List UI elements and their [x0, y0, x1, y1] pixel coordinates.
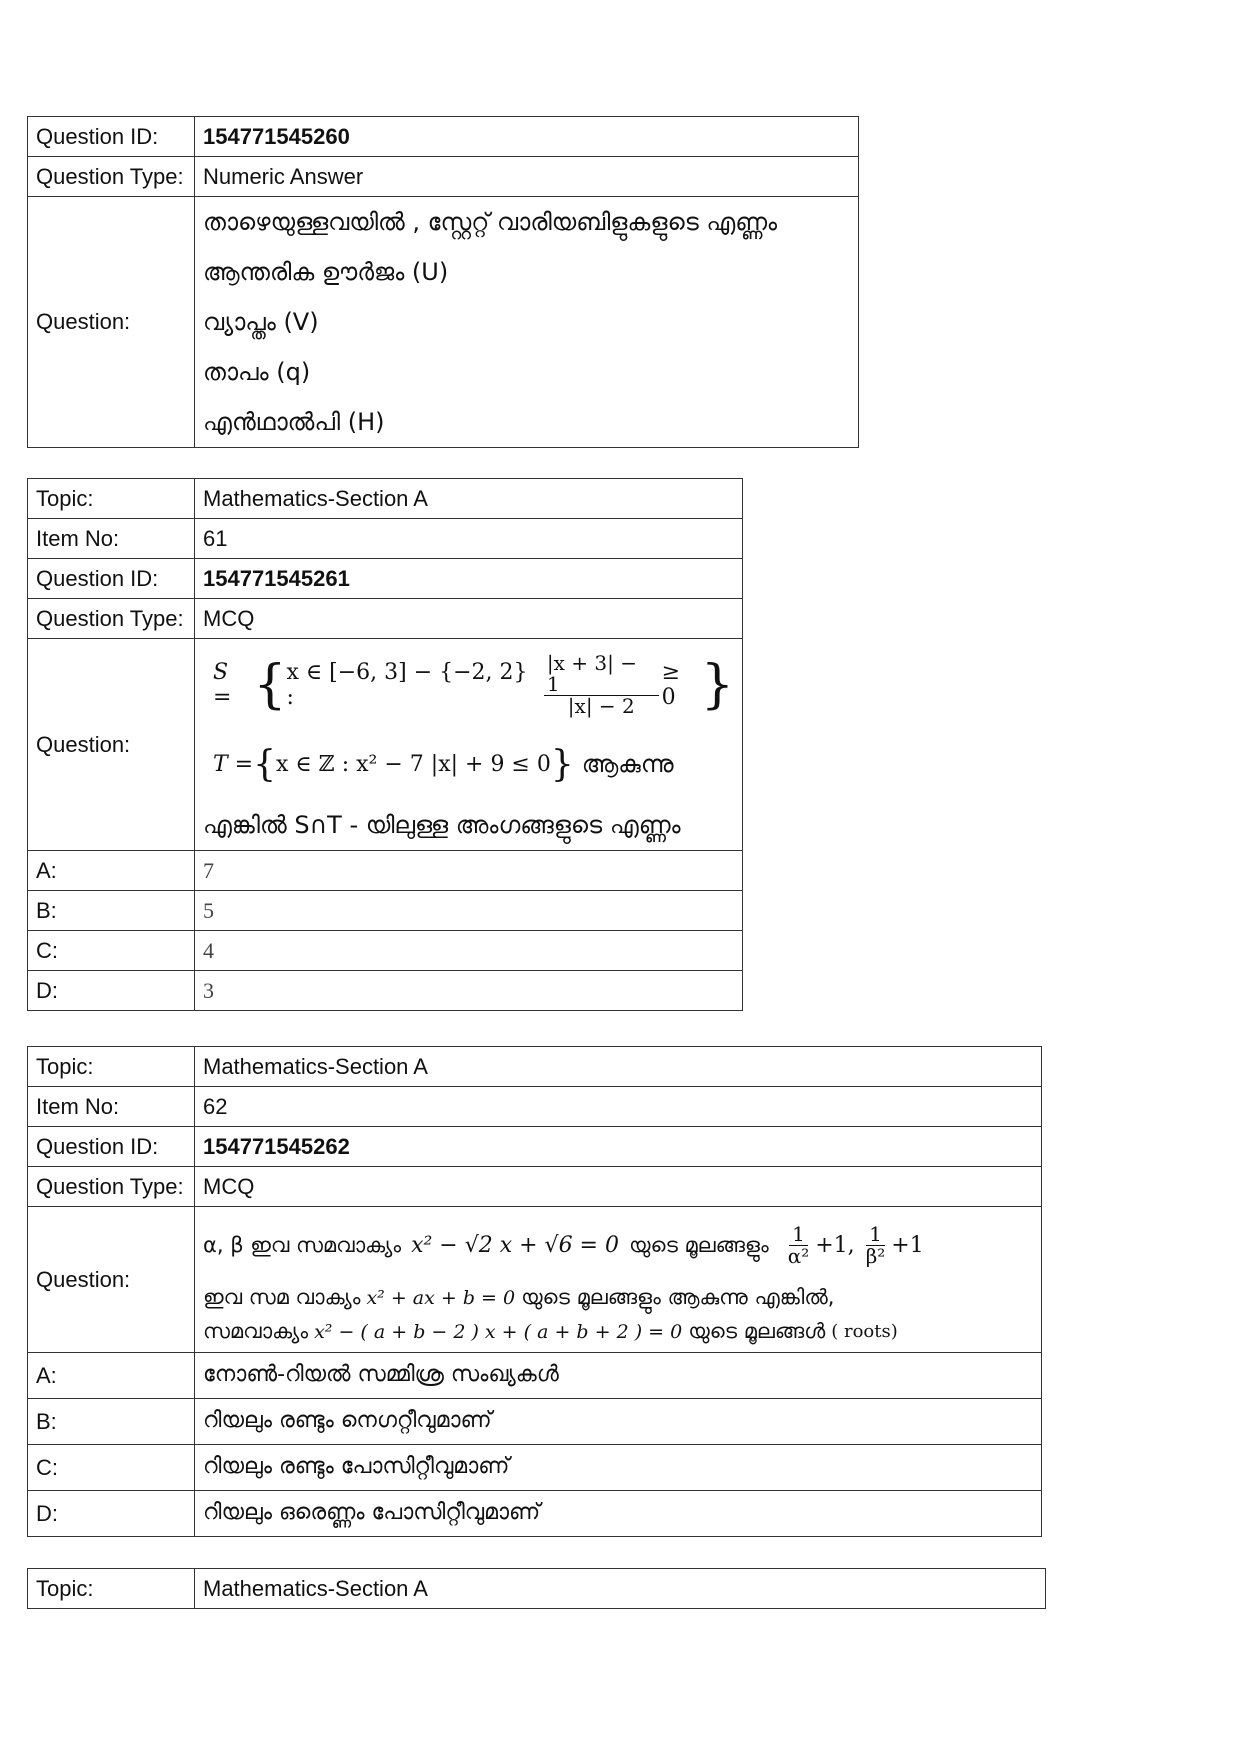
- row-question-id: [28, 1127, 1042, 1167]
- label-question: Question:: [28, 197, 195, 448]
- label-question-type: Question Type:: [28, 157, 195, 197]
- option-row-a: [28, 851, 743, 891]
- option-label: D:: [28, 1491, 195, 1537]
- question-table-154771545260: [27, 116, 859, 448]
- option-value: 5: [195, 891, 743, 931]
- label-topic: Topic:: [28, 1569, 195, 1609]
- row-topic: [28, 479, 743, 519]
- topic-value: Mathematics-Section A: [195, 1569, 1046, 1609]
- question-table-154771545261: [27, 478, 743, 1011]
- row-question-id: [28, 559, 743, 599]
- option-label: A:: [28, 851, 195, 891]
- row-question-type: [28, 1167, 1042, 1207]
- question-line: താപം (q): [203, 358, 311, 386]
- label-question-id: Question ID:: [28, 1127, 195, 1167]
- row-item-no: [28, 1087, 1042, 1127]
- question-line: എങ്കിൽ S∩T - യിലുള്ള അംഗങ്ങളുടെ എണ്ണം: [203, 810, 681, 839]
- option-row-d: [28, 971, 743, 1011]
- row-question: [28, 197, 859, 448]
- row-topic: [28, 1569, 1046, 1609]
- question-line: ആന്തരിക ഊർജം (U): [203, 258, 449, 286]
- option-value: 3: [195, 971, 743, 1011]
- label-question: Question:: [28, 639, 195, 851]
- option-row-b: [28, 1399, 1042, 1445]
- item-no-value: 61: [195, 519, 743, 559]
- question-type-value: MCQ: [195, 599, 743, 639]
- option-row-c: [28, 931, 743, 971]
- item-no-value: 62: [195, 1087, 1042, 1127]
- option-label: C:: [28, 931, 195, 971]
- set-s-definition: S = { x ∈ [−6, 3] − {−2, 2} : $\frac{|x + 3| - 1}{|x| - 2}$ ≥ 0 }: [213, 650, 734, 718]
- row-item-no: [28, 519, 743, 559]
- option-row-a: [28, 1353, 1042, 1399]
- fraction-alpha: $\frac{1}{\text{α²}}$: [787, 1222, 810, 1268]
- question-line: താഴെയുള്ളവയിൽ , സ്റ്റേറ്റ് വാരിയബിളുകളുടെ എണ്ണം: [203, 208, 778, 236]
- label-question-type: Question Type:: [28, 599, 195, 639]
- question-line: എൻഥാൽപി (H): [203, 408, 385, 436]
- option-value: റിയലും രണ്ടും പോസിറ്റീവുമാണ്: [195, 1445, 1042, 1491]
- option-value: റിയലും ഒരെണ്ണം പോസിറ്റീവുമാണ്: [195, 1491, 1042, 1537]
- option-row-d: [28, 1491, 1042, 1537]
- question-id-value: 154771545262: [203, 1133, 350, 1159]
- question-line-1: α, β ഇവ സമവാക്യം x² − √2 x + √6 = 0 യുടെ മൂലങ്ങളും $\frac{1}{\text{α²}}$ +1, $\frac{1}{\text{β²}}$ +1: [203, 1222, 924, 1268]
- row-topic: [28, 1047, 1042, 1087]
- fraction-beta: $\frac{1}{\text{β²}}$: [865, 1222, 886, 1268]
- question-body: [195, 639, 743, 851]
- option-label: B:: [28, 891, 195, 931]
- option-label: B:: [28, 1399, 195, 1445]
- option-label: A:: [28, 1353, 195, 1399]
- option-value: നോൺ-റിയൽ സമ്മിശ്ര സംഖ്യകൾ: [195, 1353, 1042, 1399]
- option-value: 7: [195, 851, 743, 891]
- question-id-value: 154771545260: [203, 123, 350, 149]
- label-item-no: Item No:: [28, 1087, 195, 1127]
- topic-value: Mathematics-Section A: [195, 1047, 1042, 1087]
- label-question-id: Question ID:: [28, 117, 195, 157]
- row-question-type: [28, 157, 859, 197]
- row-question-id: [28, 117, 859, 157]
- label-item-no: Item No:: [28, 519, 195, 559]
- label-topic: Topic:: [28, 479, 195, 519]
- question-table-154771545262: [27, 1046, 1042, 1537]
- question-line: വ്യാപ്തം (V): [203, 308, 319, 336]
- question-type-value: Numeric Answer: [195, 157, 859, 197]
- option-label: D:: [28, 971, 195, 1011]
- label-question-id: Question ID:: [28, 559, 195, 599]
- option-value: 4: [195, 931, 743, 971]
- topic-value: Mathematics-Section A: [195, 479, 743, 519]
- set-t-definition: T = { x ∈ ℤ : x² − 7 |x| + 9 ≤ 0 } ആകുന്നു: [213, 743, 674, 785]
- label-question-type: Question Type:: [28, 1167, 195, 1207]
- row-question: [28, 639, 743, 851]
- s-fraction: $\frac{|x + 3| - 1}{|x| - 2}$: [544, 653, 659, 717]
- row-question-type: [28, 599, 743, 639]
- option-row-c: [28, 1445, 1042, 1491]
- question-line-3: സമവാക്യം x² − ( a + b − 2 ) x + ( a + b + 2 ) = 0 യുടെ മൂലങ്ങൾ ( roots): [203, 1318, 898, 1343]
- question-id-value: 154771545261: [203, 565, 350, 591]
- option-label: C:: [28, 1445, 195, 1491]
- row-question: [28, 1207, 1042, 1353]
- option-value: റിയലും രണ്ടും നെഗറ്റീവുമാണ്: [195, 1399, 1042, 1445]
- question-table-next: [27, 1568, 1046, 1609]
- label-question: Question:: [28, 1207, 195, 1353]
- question-body: [195, 1207, 1042, 1353]
- question-type-value: MCQ: [195, 1167, 1042, 1207]
- question-line-2: ഇവ സമ വാക്യം x² + ax + b = 0 യുടെ മൂലങ്ങളും ആകുന്നു എങ്കിൽ,: [203, 1284, 835, 1309]
- option-row-b: [28, 891, 743, 931]
- label-topic: Topic:: [28, 1047, 195, 1087]
- question-body: [195, 197, 859, 448]
